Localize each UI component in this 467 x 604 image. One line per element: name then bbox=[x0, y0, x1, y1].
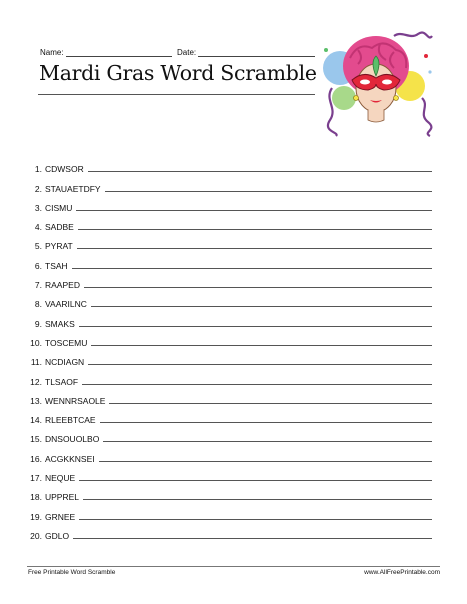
word-number: 14. bbox=[30, 415, 42, 426]
scrambled-word: WENNRSAOLE bbox=[45, 395, 106, 406]
word-row bbox=[25, 155, 435, 174]
header-fields bbox=[40, 47, 315, 61]
answer-line[interactable] bbox=[77, 238, 432, 249]
word-row bbox=[25, 309, 435, 328]
footer-left-text: Free Printable Word Scramble bbox=[28, 569, 116, 576]
answer-line[interactable] bbox=[83, 489, 432, 500]
word-number: 4. bbox=[34, 222, 42, 233]
answer-line[interactable] bbox=[88, 354, 432, 365]
word-number: 1. bbox=[34, 164, 42, 175]
answer-line[interactable] bbox=[103, 431, 432, 442]
answer-line[interactable] bbox=[91, 335, 432, 346]
word-row bbox=[25, 329, 435, 348]
word-number: 16. bbox=[30, 453, 42, 464]
word-number: 20. bbox=[30, 530, 42, 541]
scrambled-word: NCDIAGN bbox=[45, 357, 85, 368]
word-row bbox=[25, 348, 435, 367]
date-field[interactable] bbox=[177, 47, 315, 57]
mardi-gras-mask-icon bbox=[318, 28, 436, 138]
word-row bbox=[25, 290, 435, 309]
name-field[interactable] bbox=[40, 47, 172, 57]
word-number: 6. bbox=[34, 260, 42, 271]
title-divider bbox=[38, 94, 315, 95]
answer-line[interactable] bbox=[84, 277, 432, 288]
scrambled-word: RAAPED bbox=[45, 280, 80, 291]
word-row bbox=[25, 522, 435, 541]
scrambled-word: TSAH bbox=[45, 260, 68, 271]
scrambled-word: UPPREL bbox=[45, 492, 80, 503]
word-number: 18. bbox=[30, 492, 42, 503]
word-number: 3. bbox=[34, 202, 42, 213]
mask-eye-left bbox=[360, 80, 370, 85]
page-title: Mardi Gras Word Scramble bbox=[39, 61, 317, 85]
answer-line[interactable] bbox=[91, 296, 432, 307]
answer-line[interactable] bbox=[79, 509, 432, 520]
scrambled-word: DNSOUOLBO bbox=[45, 434, 100, 445]
answer-line[interactable] bbox=[100, 412, 432, 423]
scrambled-word: NEQUE bbox=[45, 473, 76, 484]
answer-line[interactable] bbox=[73, 528, 432, 539]
scrambled-word: RLEEBTCAE bbox=[45, 415, 96, 426]
answer-line[interactable] bbox=[105, 181, 432, 192]
word-row bbox=[25, 502, 435, 521]
word-number: 19. bbox=[30, 511, 42, 522]
word-row bbox=[25, 194, 435, 213]
word-number: 7. bbox=[34, 280, 42, 291]
word-row bbox=[25, 425, 435, 444]
word-number: 12. bbox=[30, 376, 42, 387]
confetti bbox=[424, 54, 428, 58]
streamer-top bbox=[394, 32, 432, 37]
scrambled-word: STAUAETDFY bbox=[45, 183, 101, 194]
scrambled-word: GDLO bbox=[45, 530, 70, 541]
word-row bbox=[25, 387, 435, 406]
scrambled-word: SMAKS bbox=[45, 318, 75, 329]
word-row bbox=[25, 271, 435, 290]
word-row bbox=[25, 444, 435, 463]
word-number: 8. bbox=[34, 299, 42, 310]
word-row bbox=[25, 213, 435, 232]
word-number: 11. bbox=[30, 357, 42, 368]
earring-left bbox=[354, 96, 359, 101]
answer-line[interactable] bbox=[109, 393, 432, 404]
answer-line[interactable] bbox=[78, 219, 432, 230]
mask-eye-right bbox=[382, 80, 392, 85]
scrambled-word: CISMU bbox=[45, 202, 73, 213]
word-row bbox=[25, 464, 435, 483]
word-number: 17. bbox=[30, 473, 42, 484]
scrambled-word: VAARILNC bbox=[45, 299, 87, 310]
scrambled-word: SADBE bbox=[45, 222, 74, 233]
answer-line[interactable] bbox=[88, 161, 432, 172]
word-number: 9. bbox=[34, 318, 42, 329]
date-label: Date: bbox=[177, 48, 197, 57]
answer-line[interactable] bbox=[79, 316, 432, 327]
answer-line[interactable] bbox=[76, 200, 432, 211]
scrambled-word: CDWSOR bbox=[45, 164, 84, 175]
answer-line[interactable] bbox=[99, 451, 432, 462]
answer-line[interactable] bbox=[72, 258, 432, 269]
footer-divider bbox=[27, 566, 440, 567]
footer-website-link[interactable]: www.AllFreePrintable.com bbox=[364, 569, 440, 576]
word-row bbox=[25, 367, 435, 386]
scrambled-word: GRNEE bbox=[45, 511, 76, 522]
name-label: Name: bbox=[40, 48, 64, 57]
word-row bbox=[25, 251, 435, 270]
streamer-right bbox=[422, 98, 431, 136]
date-line[interactable] bbox=[198, 47, 315, 57]
scrambled-word: TLSAOF bbox=[45, 376, 79, 387]
answer-line[interactable] bbox=[79, 470, 432, 481]
word-row bbox=[25, 483, 435, 502]
word-row bbox=[25, 174, 435, 193]
confetti bbox=[324, 48, 328, 52]
word-row bbox=[25, 232, 435, 251]
word-number: 15. bbox=[30, 434, 42, 445]
word-number: 5. bbox=[34, 241, 42, 252]
confetti bbox=[428, 70, 431, 73]
bubble-green bbox=[332, 86, 356, 110]
scrambled-word: TOSCEMU bbox=[45, 337, 88, 348]
earring-right bbox=[394, 96, 399, 101]
word-number: 2. bbox=[34, 183, 42, 194]
name-line[interactable] bbox=[66, 47, 172, 57]
scrambled-word: ACGKKNSEI bbox=[45, 453, 95, 464]
word-list bbox=[25, 155, 435, 541]
word-row bbox=[25, 406, 435, 425]
word-number: 10. bbox=[30, 337, 42, 348]
scrambled-word: PYRAT bbox=[45, 241, 73, 252]
neck bbox=[368, 110, 384, 122]
answer-line[interactable] bbox=[82, 374, 432, 385]
word-number: 13. bbox=[30, 395, 42, 406]
